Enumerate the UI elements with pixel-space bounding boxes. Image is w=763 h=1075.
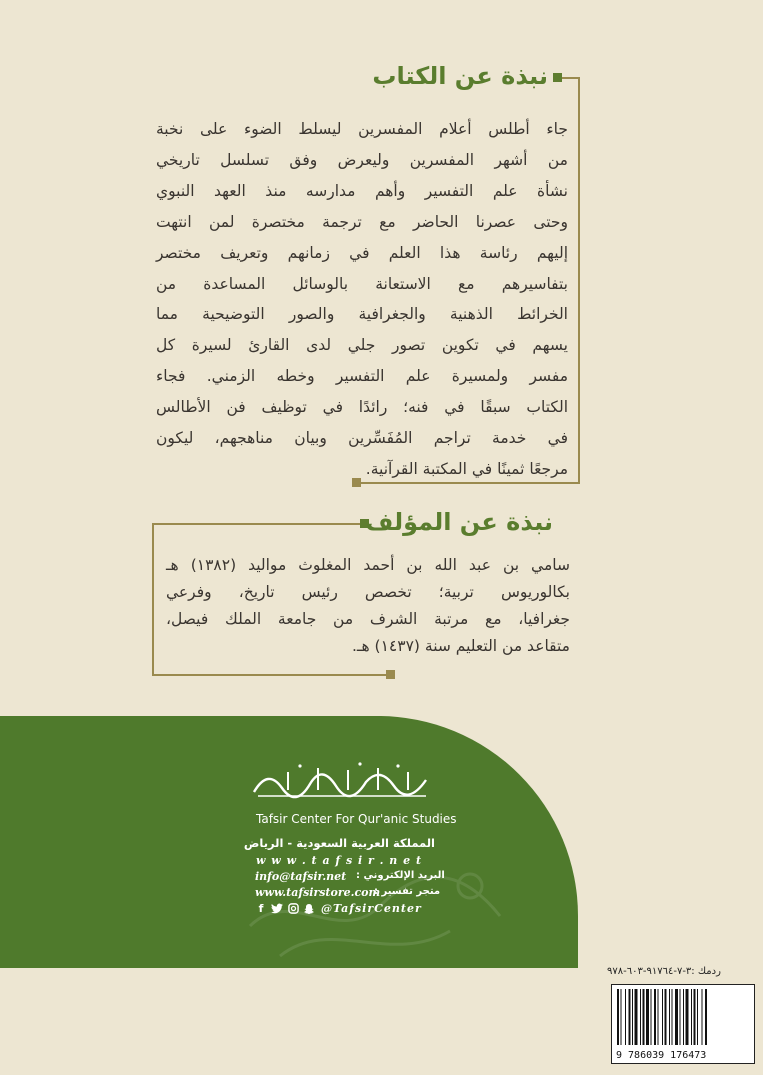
isbn-label: ردمك :٣-٧-٩١٧٦٤-٦٠٣-٩٧٨ [607,966,721,977]
email-label: البريد الإلكتروني : [356,870,445,881]
barcode-bar [646,989,649,1045]
isbn-barcode [611,984,755,1064]
frame-bottom-line-2 [152,674,388,676]
barcode-bar [686,989,689,1045]
about-book-line: مفسر ولمسيرة علم التفسير وخطه الزمني. فجاء [156,367,568,386]
barcode-bar [643,989,645,1045]
about-author-line: متقاعد من التعليم سنة (١٤٣٧) هـ. [351,637,570,655]
publisher-logo-calligraphy [248,758,434,802]
barcode-bar [675,989,678,1045]
about-author-line: سامي بن عبد الله بن أحمد المغلوث مواليد (١٣٨٢) هـ [166,556,570,574]
snapchat-icon[interactable] [303,903,315,915]
about-author-paragraph [166,552,570,660]
barcode-number: 9 786039 176473 [616,1050,707,1061]
frame-square-top-1 [553,73,562,82]
barcode-bar [665,989,667,1045]
about-author-line: جغرافيا، مع مرتبة الشرف من جامعة الملك فيصل، [166,610,570,628]
barcode-bar [629,989,631,1045]
about-book-line: نشأة علم التفسير وأهم مدارسه منذ العهد النبوي [156,181,568,200]
publisher-name-english: Tafsir Center For Qur'anic Studies [256,812,457,826]
social-handle[interactable]: @TafsirCenter [321,902,422,915]
barcode-bar [662,989,663,1045]
social-links [255,902,422,915]
about-book-line: بتفاسيرهم مع الاستعانة بالوسائل المساعدة من [156,274,568,293]
barcode-bar [640,989,641,1045]
about-book-line: وحتى عصرنا الحاضر مع ترجمة مختصرة لمن انتهت [156,212,568,231]
about-book-line: الخرائط الذهنية والجغرافية والصور التوضيحية مما [156,305,568,324]
barcode-bar [680,989,681,1045]
twitter-icon[interactable] [271,903,283,915]
about-book-line: جاء أطلس أعلام المفسرين ليسلط الضوء على نخبة [156,120,568,138]
barcode-bar [683,989,684,1045]
about-book-line: من أشهر المفسرين وليعرض وفق تسلسل تاريخي [156,150,568,169]
about-book-line: إليهم رئاسة هذا العلم في زمانهم وتعريف مختصر [156,243,568,262]
instagram-icon[interactable] [287,903,299,915]
barcode-bar [691,989,692,1045]
frame-left-line-2 [152,523,154,675]
about-author-title: نبذة عن المؤلف [365,508,553,536]
frame-top-line-1 [560,77,580,79]
about-author-line: بكالوريوس تربية؛ تخصص رئيس تاريخ، وفرعي [166,583,570,601]
barcode-bar [672,989,673,1045]
barcode-bar [632,989,633,1045]
store-label: متجر تفسير : [374,886,441,897]
barcode-bar [705,989,707,1045]
barcode-bar [697,989,698,1045]
about-book-line: يسهم في تكوين تصور جلي لدى القارئ لسيرة كل [156,336,568,355]
publisher-website[interactable]: w w w . t a f s i r . n e t [256,854,423,867]
barcode-bar [635,989,638,1045]
publisher-country: المملكة العربية السعودية - الرياض [243,836,435,850]
barcode-bar [651,989,652,1045]
barcode-bar [658,989,659,1045]
barcode-bar [625,989,626,1045]
publisher-email[interactable]: info@tafsir.net [255,870,347,883]
about-book-title: نبذة عن الكتاب [372,62,548,90]
about-book-paragraph [156,114,568,485]
barcode-bar [702,989,703,1045]
frame-right-line-1 [578,77,580,483]
frame-square-bottom-2 [386,670,395,679]
barcode-bars [615,989,751,1045]
about-book-line: في خدمة تراجم المُفَسِّرين وبيان مناهجهم، ليكون [156,429,568,448]
barcode-bar [617,989,619,1045]
barcode-bar [669,989,670,1045]
publisher-store[interactable]: www.tafsirstore.com [255,886,381,899]
barcode-bar [694,989,696,1045]
barcode-bar [621,989,622,1045]
facebook-icon[interactable]: f [258,902,264,915]
about-book-line: مرجعًا ثمينًا في المكتبة القرآنية. [365,459,568,478]
barcode-bar [654,989,656,1045]
about-book-line: الكتاب سبقًا في فنه؛ رائدًا في توظيف فن الأطالس [156,398,568,417]
frame-top-line-2 [152,523,366,525]
